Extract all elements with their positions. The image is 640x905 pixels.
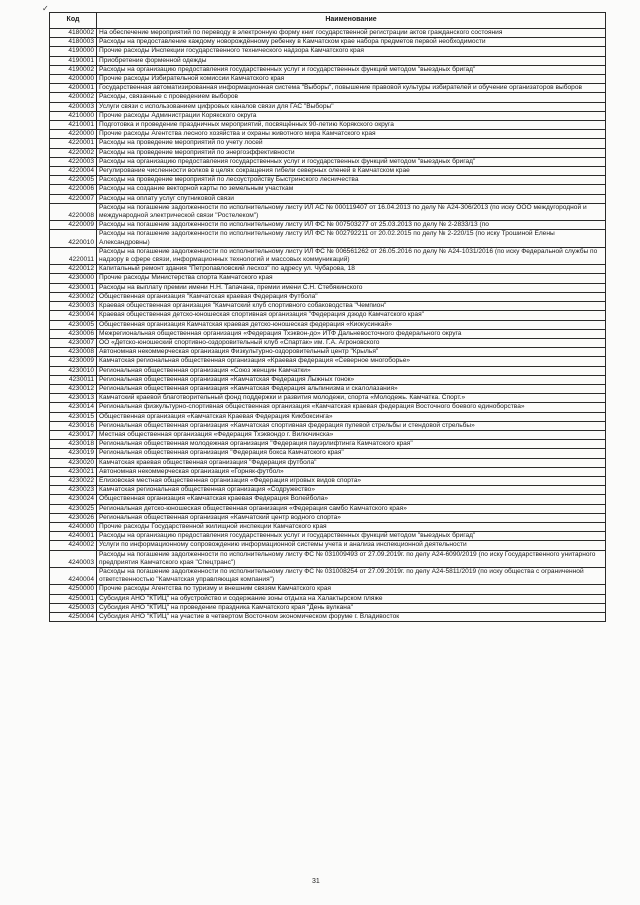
table-row — [50, 84, 606, 93]
row-name: Расходы на проведение мероприятий по энергоэффективности — [97, 148, 606, 157]
table-row — [50, 403, 606, 412]
row-code: 4220009 — [50, 221, 97, 230]
row-name: Расходы на предоставление каждому новорождённому ребенку в Камчатском крае набора предметов первой необходимости — [97, 38, 606, 47]
row-code: 4220011 — [50, 247, 97, 264]
row-code: 4220010 — [50, 230, 97, 247]
row-code: 4240000 — [50, 522, 97, 531]
row-name: Услуги связи с использованием цифровых каналов связи для ГАС "Выборы" — [97, 102, 606, 111]
table-row — [50, 357, 606, 366]
row-name: Региональная общественная организация «Камчатская спортивная федерация пулевой стрельбы и стендовой стрельбы» — [97, 421, 606, 430]
row-name: Субсидия АНО "КТИЦ" на обустройство и содержание зоны отдыха на Халактырском пляже — [97, 594, 606, 603]
row-code: 4230013 — [50, 394, 97, 403]
table-row — [50, 467, 606, 476]
row-code: 4230005 — [50, 320, 97, 329]
row-name: Прочие расходы Агентства по туризму и внешним связям Камчатского края — [97, 585, 606, 594]
row-code: 4220002 — [50, 148, 97, 157]
table-row — [50, 458, 606, 467]
row-name: Подготовка и проведение праздничных мероприятий, посвящённых 90-летию Корякского округа — [97, 121, 606, 130]
row-name: Расходы на проведение мероприятий по лесоустройству Быстринского лесничества — [97, 176, 606, 185]
row-code: 4230019 — [50, 449, 97, 458]
row-code: 4250000 — [50, 585, 97, 594]
corner-mark: ✓ — [42, 4, 49, 13]
table-row — [50, 38, 606, 47]
table-row — [50, 265, 606, 274]
row-name: ОО «Детско-юношеский спортивно-оздоровительный клуб «Спартак» им. Г.А. Агроновского — [97, 338, 606, 347]
row-code: 4220000 — [50, 130, 97, 139]
table-row — [50, 148, 606, 157]
row-code: 4220008 — [50, 203, 97, 220]
row-name: Региональная общественная организация «Камчатская Федерация Лыжных гонок» — [97, 375, 606, 384]
row-code: 4230008 — [50, 348, 97, 357]
table-row — [50, 185, 606, 194]
table-row — [50, 348, 606, 357]
row-name: Местная общественная организация «Федерация Тхэквондо г. Вилючинска» — [97, 430, 606, 439]
row-name: Расходы на погашение задолженности по исполнительному листу ИЛ ФС № 002792211 от 20.02.2015 по делу № 2-220/15 (по иску Трошиной Елены Александровны) — [97, 230, 606, 247]
row-name: Расходы на организацию предоставления государственных услуг и государственных функций методом "выездных бригад" — [97, 157, 606, 166]
table-row — [50, 194, 606, 203]
table-row — [50, 504, 606, 513]
table-body — [50, 29, 606, 622]
row-name: Камчатская региональная общественная организация «Краевая федерация «Северное многоборье» — [97, 357, 606, 366]
row-code: 4200001 — [50, 84, 97, 93]
page-number: 31 — [312, 878, 320, 885]
row-name: Капитальный ремонт здания "Петропавловский лесхоз" по адресу ул. Чубарова, 18 — [97, 265, 606, 274]
row-code: 4200003 — [50, 102, 97, 111]
row-code: 4230007 — [50, 338, 97, 347]
row-name: Прочие расходы Инспекции государственного технического надзора Камчатского края — [97, 47, 606, 56]
row-name: Расходы на погашение задолженности по исполнительному листу ИЛ ФС № 006561262 от 26.05.2016 по делу № А24-1031/2016 (по иску Федеральной службы по надзору в сфере связи, информационных технологий и массовых коммуникаций) — [97, 247, 606, 264]
row-name: Расходы на погашение задолженности по исполнительному листу ИЛ АС № 000119407 от 16.04.2013 по делу № А24-306/2013 (по иску ООО междугородной и международной электрической связи "Ростелеком") — [97, 203, 606, 220]
table-row — [50, 167, 606, 176]
table-row — [50, 247, 606, 264]
row-name: Елизовская местная общественная организация «Федерация игровых видов спорта» — [97, 476, 606, 485]
row-code: 4210001 — [50, 121, 97, 130]
table-row — [50, 274, 606, 283]
row-name: Региональная общественная организация «Камчатская Федерация альпинизма и скалолазания» — [97, 384, 606, 393]
table-row — [50, 567, 606, 584]
table-row — [50, 594, 606, 603]
row-name: Расходы, связанные с проведением выборов — [97, 93, 606, 102]
table-row — [50, 440, 606, 449]
table-row — [50, 139, 606, 148]
table-row — [50, 513, 606, 522]
row-name: Субсидия АНО "КТИЦ" на участие в четвертом Восточном экономическом форуме г. Владивосток — [97, 613, 606, 622]
table-row — [50, 176, 606, 185]
row-name: Региональная общественная молодежная организация "Федерация пауэрлифтинга Камчатского края" — [97, 440, 606, 449]
table-row — [50, 283, 606, 292]
row-name: На обеспечение мероприятий по переводу в электронную форму книг государственной регистрации актов гражданского состояния — [97, 29, 606, 38]
row-code: 4220001 — [50, 139, 97, 148]
row-code: 4240004 — [50, 567, 97, 584]
table-row — [50, 221, 606, 230]
row-name: Автономная некоммерческая организация «Горняк-футбол» — [97, 467, 606, 476]
row-name: Прочие расходы Государственной жилищной инспекции Камчатского края — [97, 522, 606, 531]
table-row — [50, 384, 606, 393]
row-name: Межрегиональная общественная организация «Федерация Тхэквон-до» ИТФ Дальневосточного федерального округа — [97, 329, 606, 338]
table-row — [50, 366, 606, 375]
row-name: Услуги по информационному сопровождению информационной системы учета и анализа инспекционной деятельности — [97, 541, 606, 550]
row-name: Камчатский краевой благотворительный фонд поддержки и развития молодежи, спорта «Молодежь. Камчатка. Спорт.» — [97, 394, 606, 403]
row-name: Расходы на создание векторной карты по земельным участкам — [97, 185, 606, 194]
table-row — [50, 29, 606, 38]
table-row — [50, 203, 606, 220]
row-code: 4180002 — [50, 29, 97, 38]
row-code: 4230017 — [50, 430, 97, 439]
row-code: 4230003 — [50, 302, 97, 311]
table-row — [50, 613, 606, 622]
table-row — [50, 157, 606, 166]
table-row — [50, 585, 606, 594]
row-name: Расходы на погашение задолженности по исполнительному листу ФС № 031008254 от 27.09.2019г. по делу А24-5811/2019 (по иску общества с ограниченной ответственностью "Камчатская управляющая компания") — [97, 567, 606, 584]
row-name: Субсидия АНО "КТИЦ" на проведение праздника Камчатского края "День вулкана" — [97, 603, 606, 612]
row-name: Приобретение форменной одежды — [97, 56, 606, 65]
row-code: 4230009 — [50, 357, 97, 366]
table-row — [50, 532, 606, 541]
row-name: Общественная организация «Камчатская Краевая Федерация Кикбоксинга» — [97, 412, 606, 421]
row-code: 4200000 — [50, 75, 97, 84]
row-code: 4180003 — [50, 38, 97, 47]
row-code: 4220006 — [50, 185, 97, 194]
row-name: Расходы на погашение задолженности по исполнительному листу ИЛ ФС № 007503277 от 25.03.2013 по делу № 2-2833/13 (по — [97, 221, 606, 230]
table-row — [50, 56, 606, 65]
table-row — [50, 329, 606, 338]
table-row — [50, 550, 606, 567]
row-code: 4230016 — [50, 421, 97, 430]
row-code: 4230022 — [50, 476, 97, 485]
header-code: Код — [50, 13, 97, 29]
row-code: 4210000 — [50, 111, 97, 120]
row-name: Автономная некоммерческая организация Физкультурно-оздоровительный центр "Крылья" — [97, 348, 606, 357]
table-row — [50, 412, 606, 421]
row-name: Краевая общественная организация "Камчатский клуб спортивного собаководства "Чемпион" — [97, 302, 606, 311]
row-code: 4240002 — [50, 541, 97, 550]
table-row — [50, 75, 606, 84]
table-row — [50, 421, 606, 430]
row-code: 4230012 — [50, 384, 97, 393]
table-row — [50, 338, 606, 347]
row-name: Общественная организация "Камчатская краевая Федерация Футбола" — [97, 292, 606, 301]
table-row — [50, 603, 606, 612]
row-name: Расходы на выплату премии имени Н.Н. Тапачана, премии имени С.Н. Стебякинского — [97, 283, 606, 292]
row-name: Государственная автоматизированная информационная система "Выборы", повышение правовой культуры избирателей и обучение организаторов выборов — [97, 84, 606, 93]
table-row — [50, 47, 606, 56]
table-row — [50, 375, 606, 384]
row-name: Расходы на оплату услуг спутниковой связи — [97, 194, 606, 203]
row-code: 4230011 — [50, 375, 97, 384]
row-code: 4220003 — [50, 157, 97, 166]
row-code: 4220012 — [50, 265, 97, 274]
budget-codes-table — [49, 12, 606, 622]
row-code: 4230014 — [50, 403, 97, 412]
row-code: 4220004 — [50, 167, 97, 176]
row-code: 4220005 — [50, 176, 97, 185]
row-name: Региональная общественная организация "Федерация бокса Камчатского края" — [97, 449, 606, 458]
row-name: Краевая общественная детско-юношеская спортивная организация "Федерация дзюдо Камчатского края" — [97, 311, 606, 320]
row-name: Расходы на организацию предоставления государственных услуг и государственных функций методом "выездных бригад" — [97, 532, 606, 541]
row-name: Расходы на погашение задолженности по исполнительному листу ФС № 031009493 от 27.09.2019г. по делу А24-6090/2019 (по иску Государственного унитарного предприятия Камчатского края "Спецтранс") — [97, 550, 606, 567]
row-code: 4200002 — [50, 93, 97, 102]
row-name: Камчатская региональная общественная организация «Содружество» — [97, 486, 606, 495]
row-code: 4230001 — [50, 283, 97, 292]
table-row — [50, 292, 606, 301]
row-code: 4230023 — [50, 486, 97, 495]
row-name: Региональная общественная организация «Союз женщин Камчатки» — [97, 366, 606, 375]
table-row — [50, 394, 606, 403]
table-row — [50, 541, 606, 550]
row-code: 4230015 — [50, 412, 97, 421]
row-code: 4240001 — [50, 532, 97, 541]
row-code: 4230021 — [50, 467, 97, 476]
table-row — [50, 495, 606, 504]
table-row — [50, 121, 606, 130]
row-code: 4190002 — [50, 65, 97, 74]
table-row — [50, 93, 606, 102]
row-name: Региональная детско-юношеская общественная организация «Федерация самбо Камчатского края» — [97, 504, 606, 513]
row-code: 4230024 — [50, 495, 97, 504]
table-row — [50, 311, 606, 320]
row-code: 4190000 — [50, 47, 97, 56]
table-row — [50, 102, 606, 111]
row-name: Прочие расходы Администрации Корякского округа — [97, 111, 606, 120]
row-name: Общественная организация «Камчатская краевая Федерация Волейбола» — [97, 495, 606, 504]
row-code: 4230020 — [50, 458, 97, 467]
row-code: 4230006 — [50, 329, 97, 338]
table-row — [50, 130, 606, 139]
row-code: 4230000 — [50, 274, 97, 283]
row-name: Прочие расходы Агентства лесного хозяйства и охраны животного мира Камчатского края — [97, 130, 606, 139]
row-name: Камчатская краевая общественная организация "Федерация футбола" — [97, 458, 606, 467]
row-code: 4230026 — [50, 513, 97, 522]
header-name: Наименование — [97, 13, 606, 29]
row-code: 4220007 — [50, 194, 97, 203]
table-row — [50, 65, 606, 74]
row-name: Региональная общественная организация «Камчатский центр водного спорта» — [97, 513, 606, 522]
row-name: Общественная организация Камчатская краевая детско-юношеская федерация «Киокусинкай» — [97, 320, 606, 329]
table-row — [50, 430, 606, 439]
row-code: 4250004 — [50, 613, 97, 622]
row-code: 4230010 — [50, 366, 97, 375]
row-name: Прочие расходы Избирательной комиссии Камчатского края — [97, 75, 606, 84]
table-row — [50, 476, 606, 485]
row-code: 4190001 — [50, 56, 97, 65]
table-row — [50, 522, 606, 531]
table-row — [50, 449, 606, 458]
row-code: 4240003 — [50, 550, 97, 567]
row-name: Прочие расходы Министерства спорта Камчатского края — [97, 274, 606, 283]
row-code: 4230002 — [50, 292, 97, 301]
table-row — [50, 302, 606, 311]
row-code: 4230018 — [50, 440, 97, 449]
row-name: Расходы на организацию предоставления государственных услуг и государственных функций методом "выездных бригад" — [97, 65, 606, 74]
table-header-row — [50, 13, 606, 29]
table-row — [50, 230, 606, 247]
row-code: 4250003 — [50, 603, 97, 612]
row-code: 4250001 — [50, 594, 97, 603]
row-code: 4230025 — [50, 504, 97, 513]
table-row — [50, 320, 606, 329]
table-row — [50, 111, 606, 120]
row-name: Регулирование численности волков в целях сокращения гибели северных оленей в Камчатском крае — [97, 167, 606, 176]
row-name: Региональная физкультурно-спортивная общественная организация «Камчатская краевая федерация Восточного боевого единоборства» — [97, 403, 606, 412]
row-code: 4230004 — [50, 311, 97, 320]
table-row — [50, 486, 606, 495]
row-name: Расходы на проведение мероприятий по учету лосей — [97, 139, 606, 148]
